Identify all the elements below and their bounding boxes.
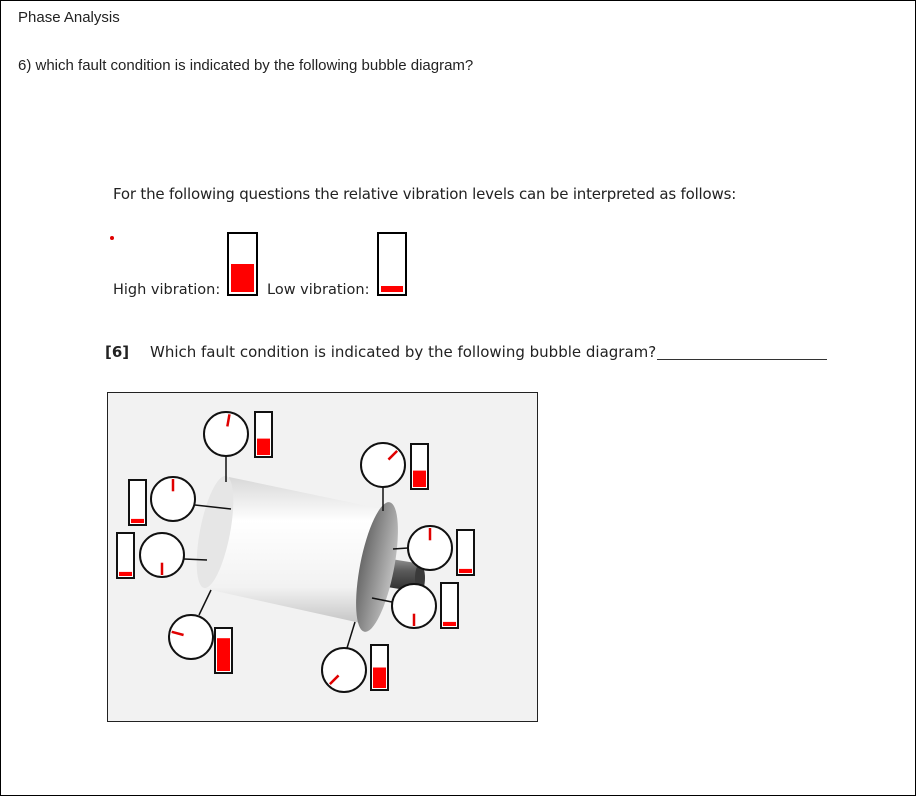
question-6-text: Which fault condition is indicated by the following bubble diagram? — [150, 343, 657, 361]
vibration-fill — [217, 638, 230, 671]
high-vibration-fill — [231, 264, 254, 292]
phase-dial — [361, 443, 405, 487]
low-vibration-label: Low vibration: — [267, 282, 370, 298]
question-6 — [105, 343, 657, 361]
phase-dial — [204, 412, 248, 456]
question-text: 6) which fault condition is indicated by the following bubble diagram? — [18, 57, 474, 74]
phase-dial — [322, 648, 366, 692]
question-number: [6] — [105, 343, 130, 361]
bubble-diagram — [107, 392, 538, 722]
vibration-fill — [119, 572, 132, 576]
high-vibration-meter — [227, 232, 258, 296]
legend-intro: For the following questions the relative vibration levels can be interpreted as follows: — [113, 185, 737, 203]
vibration-fill — [131, 519, 144, 523]
vibration-fill — [459, 569, 472, 573]
vibration-meter — [117, 533, 134, 578]
vibration-meter — [129, 480, 146, 525]
vibration-meter — [441, 583, 458, 628]
connector-line — [184, 559, 207, 560]
vibration-fill — [413, 471, 426, 487]
page-title: Phase Analysis — [18, 9, 120, 26]
red-dot-marker — [110, 236, 114, 240]
vibration-fill — [443, 622, 456, 626]
high-vibration-label: High vibration: — [113, 282, 221, 298]
answer-blank[interactable] — [657, 359, 827, 360]
low-vibration-meter — [377, 232, 407, 296]
connector-line — [393, 548, 408, 549]
vibration-fill — [373, 668, 386, 689]
bubble-diagram-svg — [107, 392, 538, 722]
phase-dial — [169, 615, 213, 659]
vibration-meter — [457, 530, 474, 575]
low-vibration-fill — [381, 286, 403, 292]
vibration-fill — [257, 439, 270, 455]
